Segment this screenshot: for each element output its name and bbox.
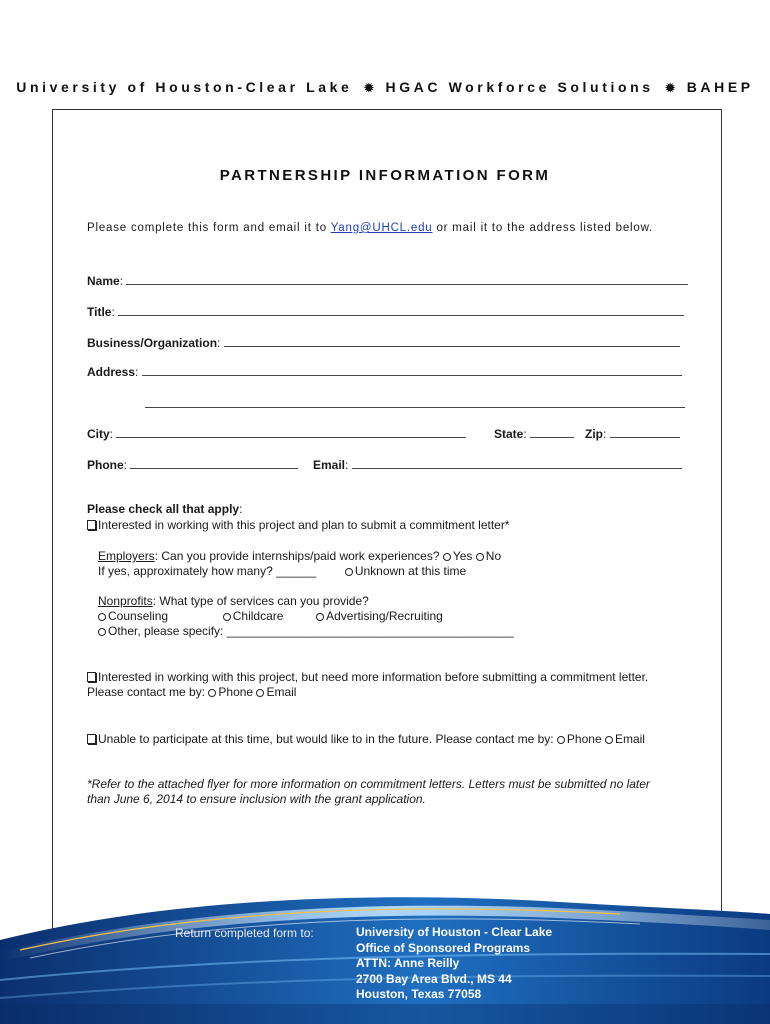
header-org-3: BAHEP — [686, 79, 754, 95]
address-line-attn: ATTN: Anne Reilly — [356, 956, 460, 970]
phone-label: Phone — [87, 458, 124, 472]
city-field[interactable]: City: — [87, 427, 466, 441]
state-line[interactable] — [530, 428, 574, 438]
zip-label: Zip — [585, 427, 603, 441]
employers-text: : Can you provide internships/paid work experiences? — [154, 549, 440, 563]
title-field[interactable]: Title: — [87, 305, 684, 319]
radio-advertising[interactable] — [316, 613, 324, 621]
footnote — [87, 777, 650, 807]
radio-unknown[interactable] — [345, 568, 353, 576]
address-label: Address — [87, 365, 136, 379]
email-label: Email — [313, 458, 346, 472]
address-line-2-line[interactable] — [145, 398, 685, 408]
business-label: Business/Organization — [87, 336, 218, 350]
option-unable[interactable] — [87, 732, 645, 747]
radio-childcare[interactable] — [223, 613, 231, 621]
option-unable-label: Unable to participate at this time, but would like to in the future. Please contact me by: — [98, 732, 554, 746]
howmany-row — [98, 564, 466, 579]
address-line-univ: University of Houston - Clear Lake — [356, 925, 553, 939]
option-commit[interactable] — [87, 518, 510, 533]
howmany-text: If yes, approximately how many? ______ — [98, 564, 317, 578]
page-header — [0, 79, 770, 95]
radio-contact-email[interactable] — [256, 689, 264, 697]
address-line-city: Houston, Texas 77058 — [356, 987, 482, 1001]
option-more-info[interactable] — [87, 670, 648, 685]
phone-line[interactable] — [130, 459, 298, 469]
yes-label: Yes — [452, 549, 473, 563]
nonprofits-question — [98, 594, 369, 609]
business-line[interactable] — [224, 337, 680, 347]
services-row — [98, 609, 443, 624]
check-heading-text: Please check all that apply — [87, 502, 240, 516]
email-line[interactable] — [352, 459, 682, 469]
email-field[interactable]: Email: — [313, 458, 682, 472]
radio-counseling[interactable] — [98, 613, 106, 621]
radio-yes[interactable] — [443, 553, 451, 561]
address-line-street: 2700 Bay Area Blvd., MS 44 — [356, 971, 512, 986]
address-line[interactable] — [142, 366, 682, 376]
business-field[interactable]: Business/Organization: — [87, 336, 680, 350]
radio-future-email[interactable] — [605, 736, 613, 744]
no-label: No — [485, 549, 502, 563]
address-line-2[interactable] — [145, 397, 685, 411]
zip-field[interactable]: Zip: — [585, 427, 680, 441]
title-label: Title — [87, 305, 112, 319]
phone-field[interactable]: Phone: — [87, 458, 298, 472]
checkbox-unable[interactable] — [87, 734, 96, 744]
contact-label: Please contact me by: — [87, 685, 206, 699]
checkbox-commit[interactable] — [87, 520, 96, 530]
bullet-icon: ✹ — [363, 81, 374, 95]
name-field[interactable]: Name: — [87, 274, 688, 288]
footnote-line-2: than June 6, 2014 to ensure inclusion with the grant application. — [87, 792, 426, 806]
zip-line[interactable] — [610, 428, 680, 438]
intro-before: Please complete this form and email it to — [87, 222, 331, 234]
city-label: City — [87, 427, 110, 441]
email-option-label: Email — [266, 685, 297, 699]
other-row — [98, 624, 514, 639]
nonprofits-label: Nonprofits — [98, 594, 153, 608]
check-heading: Please check all that apply: — [87, 502, 243, 516]
contact-row-1 — [87, 685, 296, 700]
header-org-1: University of Houston-Clear Lake — [16, 79, 353, 95]
nonprofits-text: : What type of services can you provide? — [152, 594, 369, 608]
email-link[interactable]: Yang@UHCL.edu — [330, 222, 433, 234]
radio-other[interactable] — [98, 628, 106, 636]
option-commit-label: Interested in working with this project and plan to submit a commitment letter* — [98, 518, 510, 532]
city-line[interactable] — [116, 428, 466, 438]
mailing-address — [356, 925, 552, 1003]
radio-future-phone[interactable] — [557, 736, 565, 744]
counseling-label: Counseling — [108, 609, 169, 623]
other-label: Other, please specify: ___________________________________________ — [108, 624, 514, 638]
state-label: State — [494, 427, 524, 441]
bullet-icon: ✹ — [665, 81, 676, 95]
radio-contact-phone[interactable] — [208, 689, 216, 697]
employers-question — [98, 549, 501, 564]
return-label: Return completed form to: — [175, 926, 314, 940]
title-line[interactable] — [118, 306, 684, 316]
childcare-label: Childcare — [232, 609, 284, 623]
header-org-2: HGAC Workforce Solutions — [385, 79, 654, 95]
future-email-label: Email — [614, 732, 645, 746]
intro-text — [87, 222, 653, 234]
option-more-info-label: Interested in working with this project, but need more information before submitting a commitment letter. — [98, 670, 649, 684]
address-field[interactable]: Address: — [87, 365, 682, 379]
name-label: Name — [87, 274, 120, 288]
name-line[interactable] — [126, 275, 688, 285]
employers-label: Employers — [98, 549, 155, 563]
advertising-label: Advertising/Recruiting — [326, 609, 443, 623]
footnote-line-1: *Refer to the attached flyer for more information on commitment letters. Letters must be submitted no later — [87, 777, 650, 791]
phone-option-label: Phone — [218, 685, 254, 699]
form-title: PARTNERSHIP INFORMATION FORM — [219, 167, 551, 184]
future-phone-label: Phone — [566, 732, 602, 746]
radio-no[interactable] — [476, 553, 484, 561]
address-line-office: Office of Sponsored Programs — [356, 940, 531, 955]
checkbox-more-info[interactable] — [87, 672, 96, 682]
unknown-label: Unknown at this time — [354, 564, 467, 578]
state-field[interactable]: State: — [494, 427, 574, 441]
intro-after: or mail it to the address listed below. — [432, 222, 654, 234]
